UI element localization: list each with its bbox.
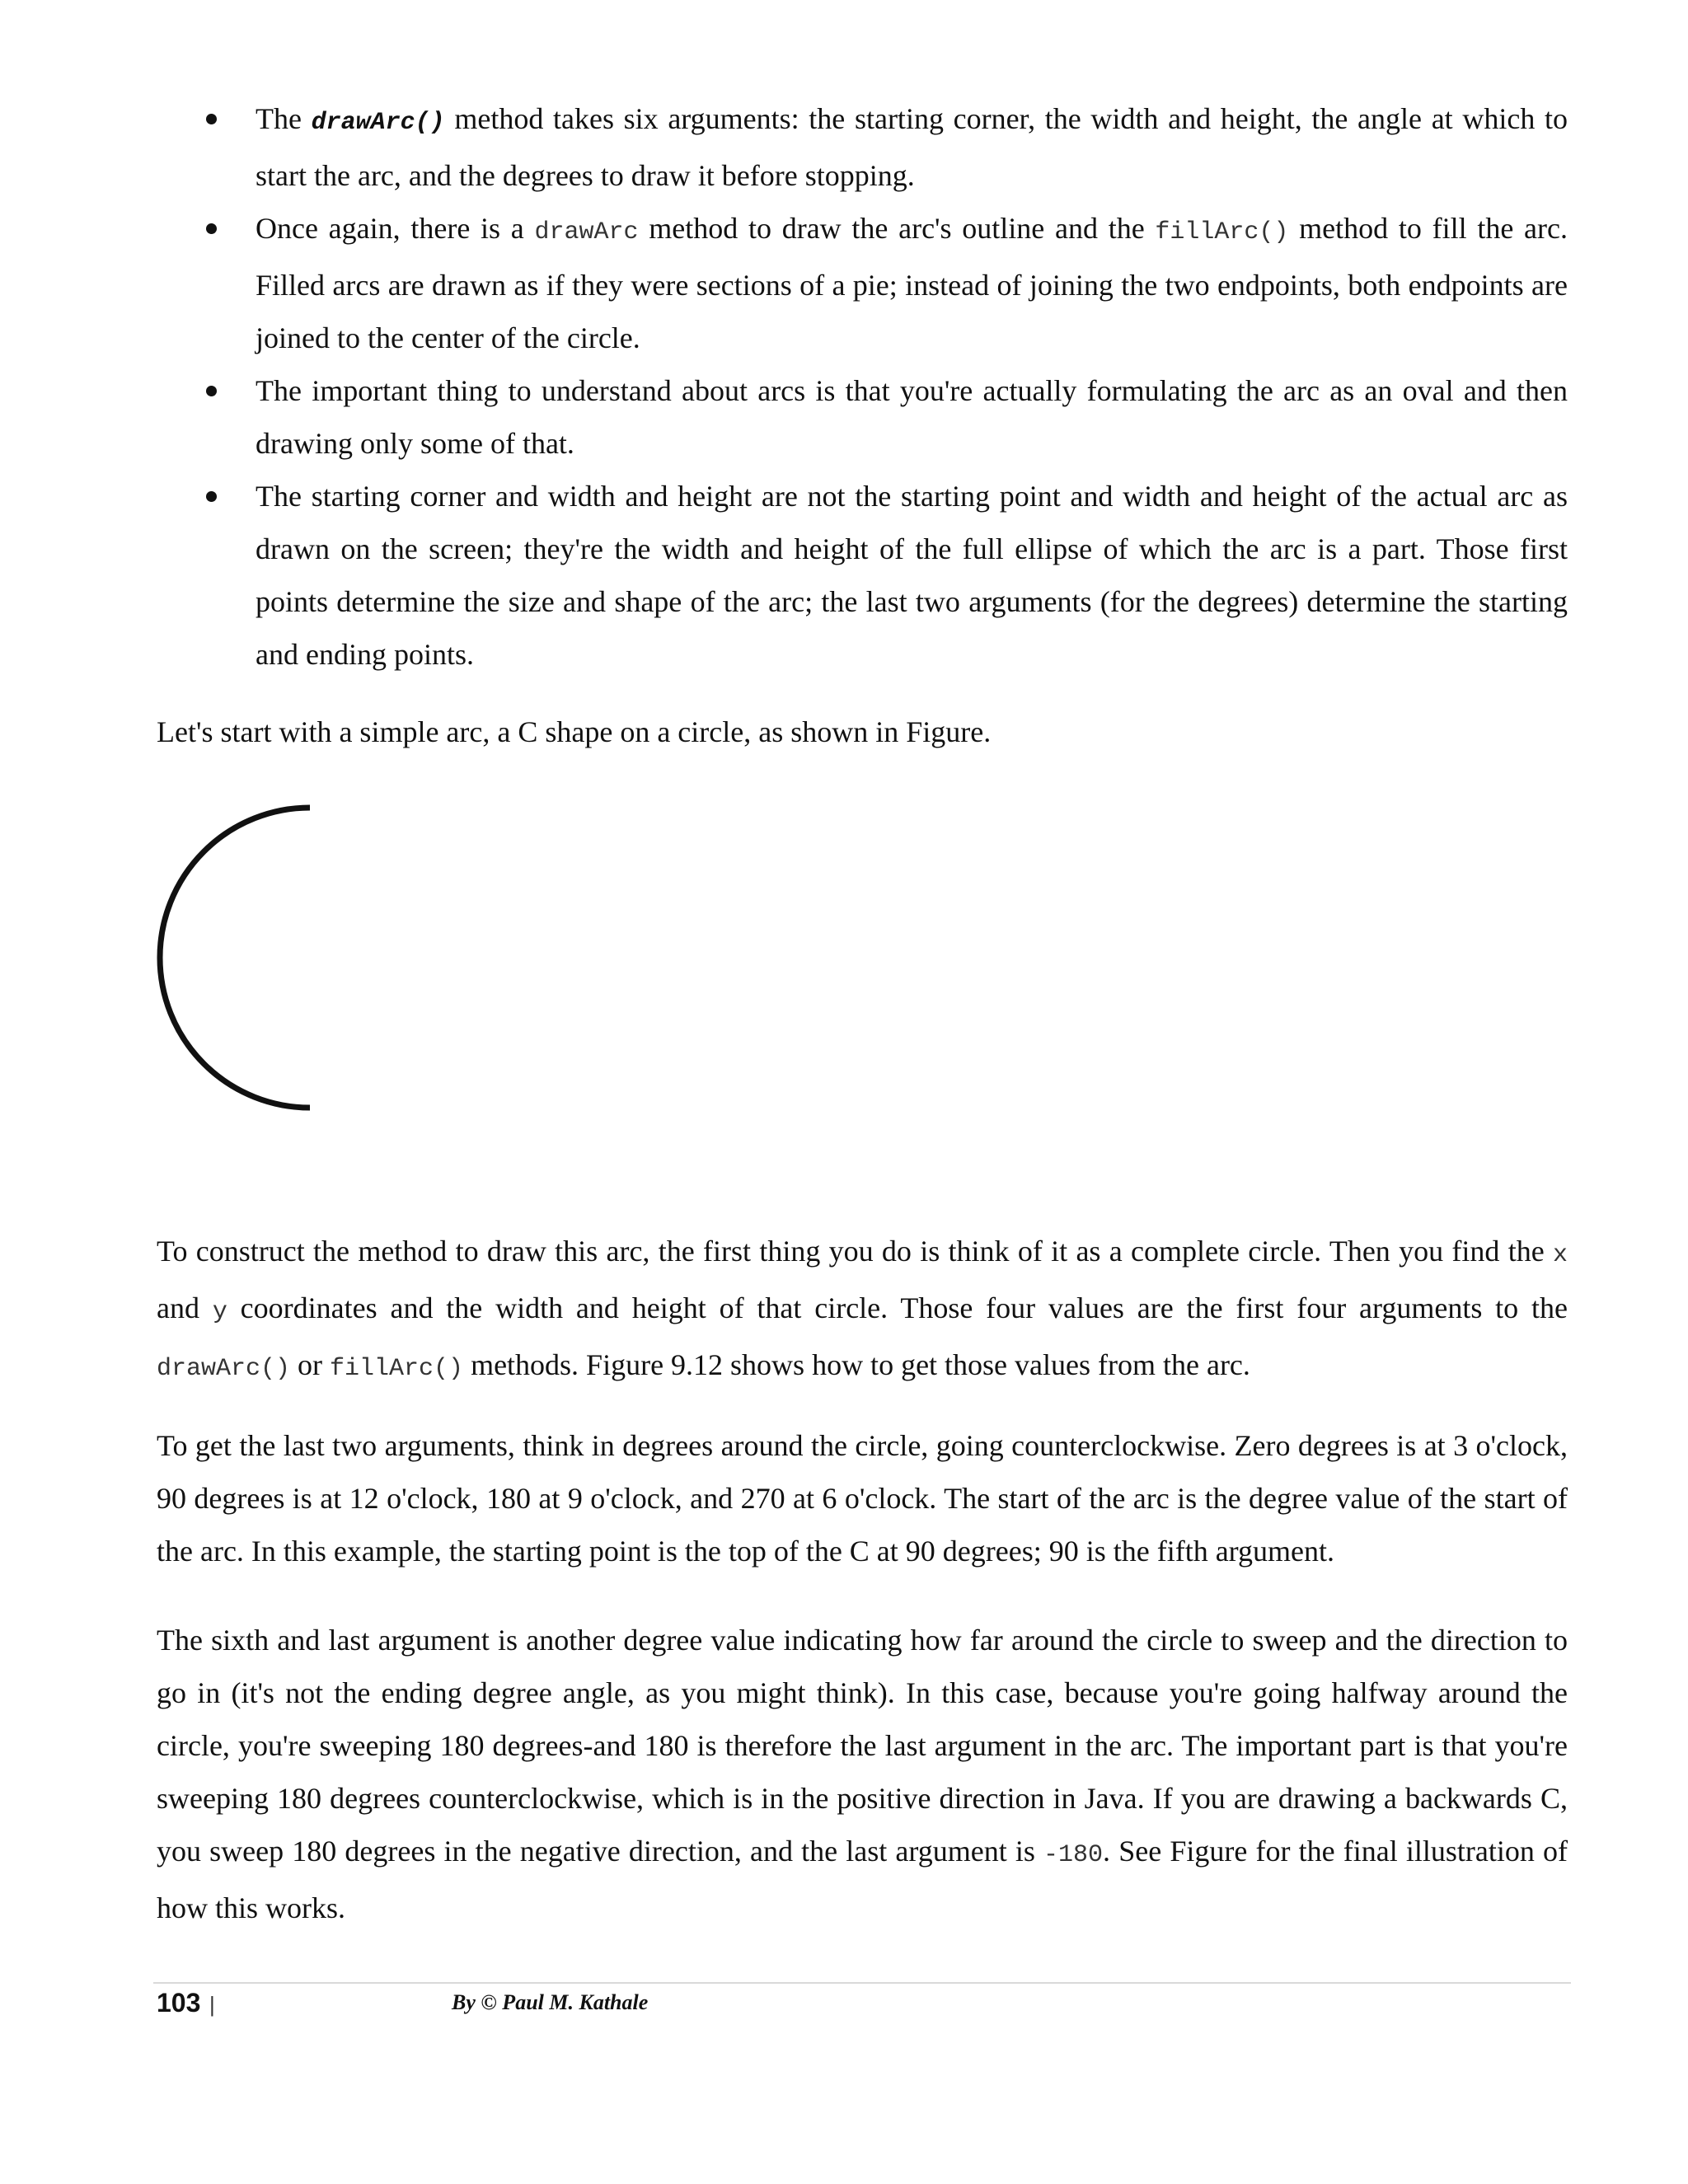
code-y: y xyxy=(212,1298,227,1326)
bullet-item-oval: The important thing to understand about arcs is that you're actually formulating the arc as an oval and then drawing only some of that. xyxy=(157,364,1568,470)
code-minus-180: -180 xyxy=(1043,1841,1104,1869)
c-shape-arc-figure xyxy=(148,791,338,1121)
footer-author: By © Paul M. Kathale xyxy=(452,1990,649,2014)
bullet-item-drawarc-arguments: The drawArc() method takes six arguments: the starting corner, the width and height, the angle at which to start the arc, and the degrees to draw it before stopping. xyxy=(157,92,1568,202)
bullet-marker xyxy=(206,114,217,124)
code-fillarc: fillArc() xyxy=(1155,218,1289,246)
code-drawarc: drawArc xyxy=(534,218,639,246)
c-arc xyxy=(160,808,310,1108)
degrees-paragraph: To get the last two arguments, think in degrees around the circle, going counterclockwise. Zero degrees is at 3 o'clock, 90 degrees is at 12 o'clock, 180 at 9 o'clock, and 270 at 6 o'clock. The start of the arc is the degree value of the start of the arc. In this example, the starting point is the top of the C at 90 degrees; 90 is the fifth argument. xyxy=(157,1429,1568,1568)
bullet-marker xyxy=(206,223,217,234)
code-drawarc: drawArc() xyxy=(311,109,445,137)
footer-separator: | xyxy=(209,1992,215,2017)
code-x: x xyxy=(1552,1241,1568,1269)
bullet-list xyxy=(157,92,1568,681)
code-fillarc: fillArc() xyxy=(330,1355,464,1383)
bullet-item-starting-corner: The starting corner and width and height are not the starting point and width and height of the actual arc as drawn on the screen; they're the width and height of the full ellipse of which the arc is a part. Those first points determine the size and shape of the arc; the last two arguments (for the degrees) determine the starting and ending points. xyxy=(157,470,1568,681)
bullet-marker xyxy=(206,491,217,502)
bullet-item-fillarc: Once again, there is a drawArc method to draw the arc's outline and the fillArc() method to fill the arc. Filled arcs are drawn as if they were sections of a pie; instead of joining the two endpoints, both endpoints are joined to the center of the circle. xyxy=(157,202,1568,364)
page-number: 103 xyxy=(157,1988,201,2018)
intro-paragraph: Let's start with a simple arc, a C shape on a circle, as shown in Figure. xyxy=(157,715,992,748)
code-drawarc: drawArc() xyxy=(157,1355,291,1383)
construct-paragraph: To construct the method to draw this arc, the first thing you do is think of it as a complete circle. Then you find the x and y coordinates and the width and height of that circle. Those four values are the first four arguments to the drawArc() or fillArc() methods. Figure 9.12 shows how to get those values from the arc. xyxy=(157,1235,1568,1383)
footer-divider xyxy=(153,1982,1571,1984)
bullet-marker xyxy=(206,386,217,396)
sixth-argument-paragraph: The sixth and last argument is another degree value indicating how far around the circle to sweep and the direction to go in (it's not the ending degree angle, as you might think). In this case, because you're going halfway around the circle, you're sweeping 180 degrees-and 180 is therefore the last argument in the arc. The important part is that you're sweeping 180 degrees counterclockwise, which is in the positive direction in Java. If you are drawing a backwards C, you sweep 180 degrees in the negative direction, and the last argument is -180. See Figure for the final illustration of how this works. xyxy=(157,1624,1568,1924)
